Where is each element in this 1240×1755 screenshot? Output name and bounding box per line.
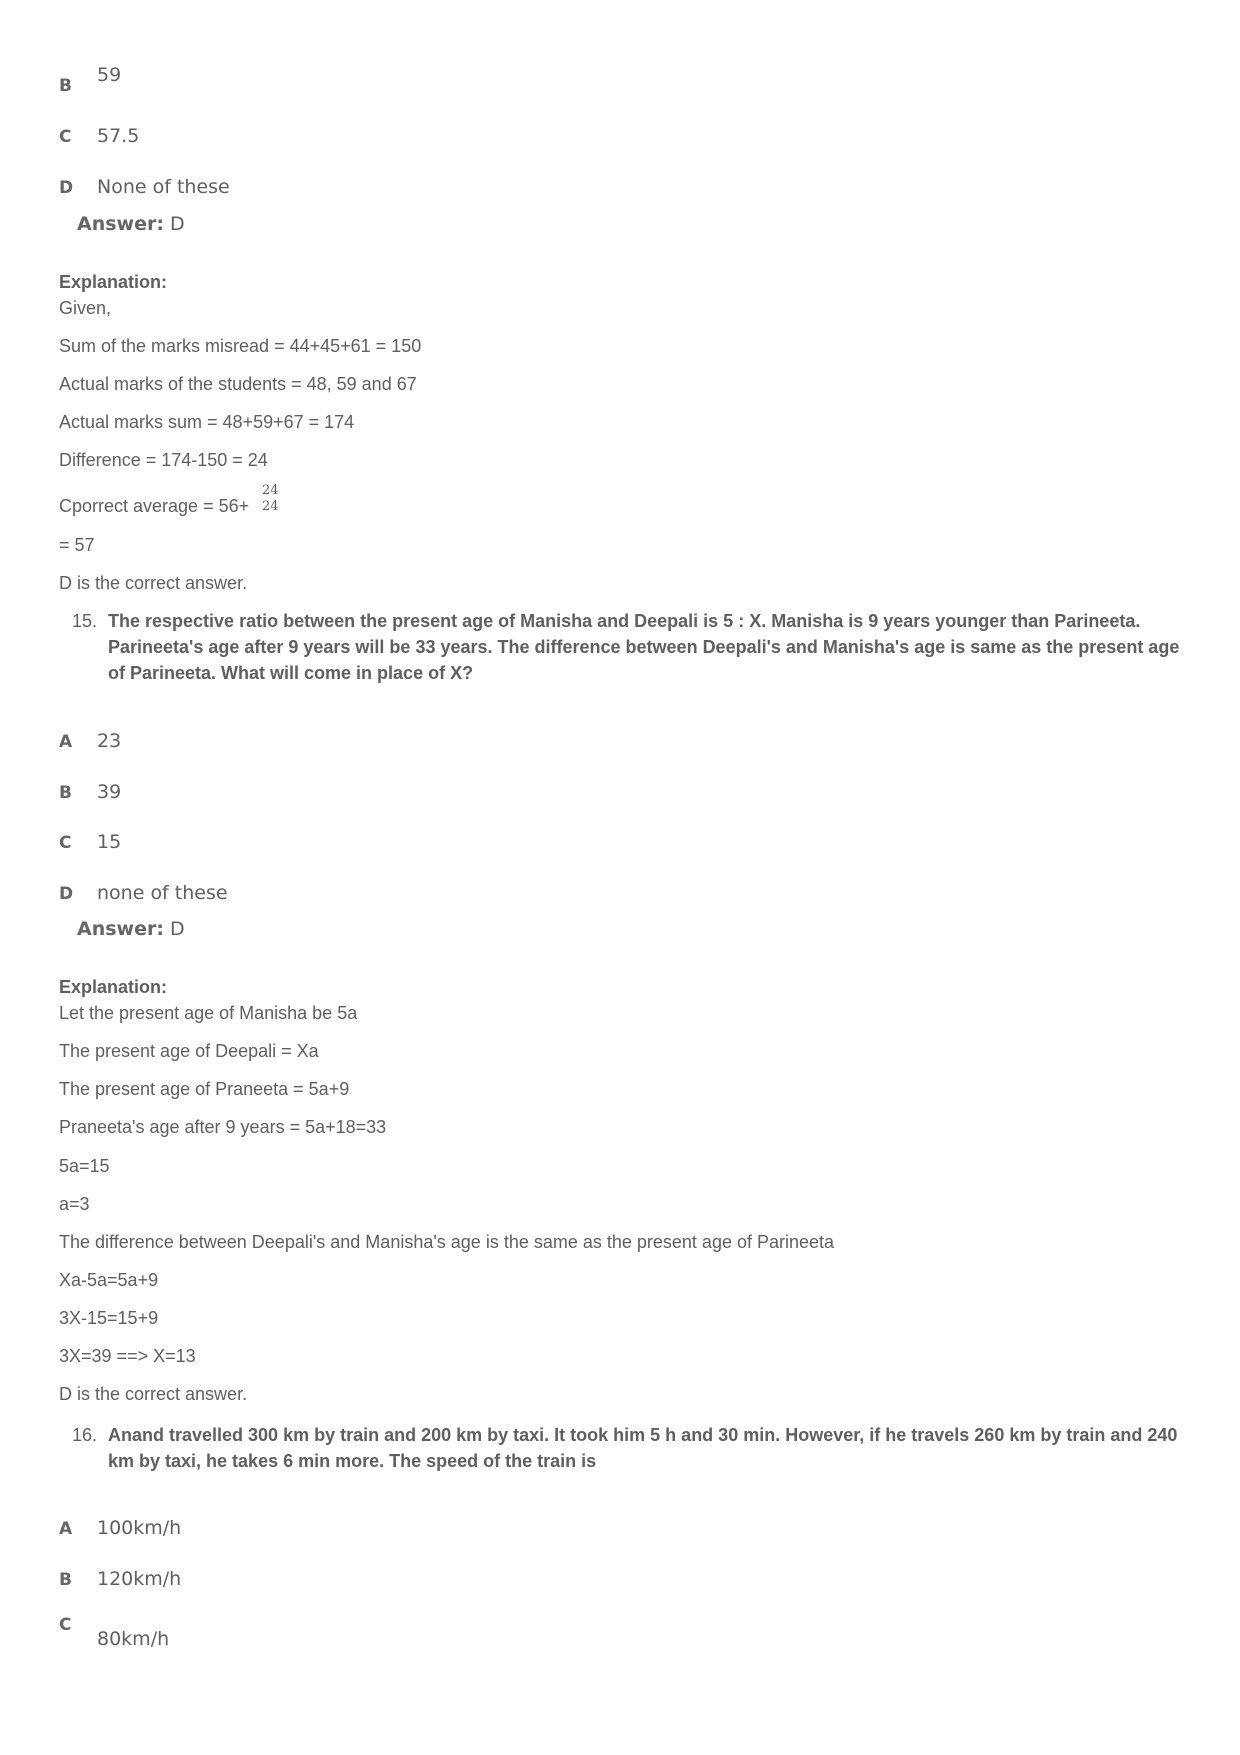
answer-value: D <box>170 213 185 235</box>
question-text: Anand travelled 300 km by train and 200 km by taxi. It took him 5 h and 30 min. However, if he travels 260 km by train and 240 km by taxi, he takes 6 min more. The speed of the train is <box>108 1425 1178 1471</box>
option-text: 57.5 <box>97 125 140 147</box>
fraction-denominator: 24 <box>262 499 279 514</box>
q14-explanation-line: D is the correct answer. <box>59 573 248 593</box>
q14-explanation-line: Difference = 174-150 = 24 <box>59 450 268 470</box>
option-letter: B <box>59 783 72 803</box>
q15-explanation-line: The present age of Deepali = Xa <box>59 1041 319 1061</box>
option-letter: D <box>59 884 74 904</box>
q14-explanation-line: Given, <box>59 298 112 318</box>
option-letter: C <box>59 1615 72 1635</box>
q14-explanation-line: Cporrect average = 56+ <box>59 496 250 516</box>
question-text: The respective ratio between the present age of Manisha and Deepali is 5 : X. Manisha is 9 years younger than Parineeta. Parineeta's age after 9 years will be 33 years. The difference between Deepali's and Manisha's age is same as the present age of Parineeta. What will come in place of X? <box>108 611 1180 683</box>
option-letter: B <box>59 76 72 96</box>
q14-explanation-line: = 57 <box>59 535 95 555</box>
option-letter: A <box>59 732 73 752</box>
option-letter: B <box>59 1570 72 1590</box>
option-letter: D <box>59 178 74 198</box>
option-text: 39 <box>97 781 122 803</box>
q14-explanation-line: Sum of the marks misread = 44+45+61 = 150 <box>59 336 422 356</box>
q14-answer <box>77 213 185 235</box>
question-number: 16. <box>71 1425 97 1445</box>
fraction-numerator: 24 <box>262 483 279 498</box>
option-text: 120km/h <box>97 1568 182 1590</box>
option-text: 100km/h <box>97 1517 182 1539</box>
option-text: none of these <box>97 882 228 904</box>
q14-explanation-line: Actual marks sum = 48+59+67 = 174 <box>59 412 355 432</box>
q14-explanation-heading: Explanation: <box>59 272 168 292</box>
option-text: 15 <box>97 831 122 853</box>
q15-explanation-line: The difference between Deepali's and Manisha's age is the same as the present age of Parineeta <box>59 1232 835 1252</box>
option-letter: A <box>59 1519 73 1539</box>
q15-answer <box>77 918 185 940</box>
answer-label: Answer: <box>77 213 164 235</box>
q14-explanation-line: Actual marks of the students = 48, 59 and 67 <box>59 374 417 394</box>
q15-explanation-line: a=3 <box>59 1194 90 1214</box>
question-number: 15. <box>71 611 97 631</box>
q15-explanation-line: Praneeta's age after 9 years = 5a+18=33 <box>59 1117 387 1137</box>
option-text: 80km/h <box>97 1628 170 1650</box>
q15-explanation-heading: Explanation: <box>59 977 168 997</box>
q15-explanation-line: 3X=39 ==> X=13 <box>59 1346 196 1366</box>
option-letter: C <box>59 833 72 853</box>
q15-explanation-line: Xa-5a=5a+9 <box>59 1270 159 1290</box>
option-text: None of these <box>97 176 230 198</box>
q15-explanation-line: 3X-15=15+9 <box>59 1308 159 1328</box>
option-letter: C <box>59 127 72 147</box>
q15-explanation-line: D is the correct answer. <box>59 1384 248 1404</box>
option-text: 59 <box>97 64 122 86</box>
q15-explanation-line: The present age of Praneeta = 5a+9 <box>59 1079 350 1099</box>
q15-explanation-line: Let the present age of Manisha be 5a <box>59 1003 358 1023</box>
answer-value: D <box>170 918 185 940</box>
q15-explanation-line: 5a=15 <box>59 1156 110 1176</box>
answer-label: Answer: <box>77 918 164 940</box>
option-text: 23 <box>97 730 122 752</box>
